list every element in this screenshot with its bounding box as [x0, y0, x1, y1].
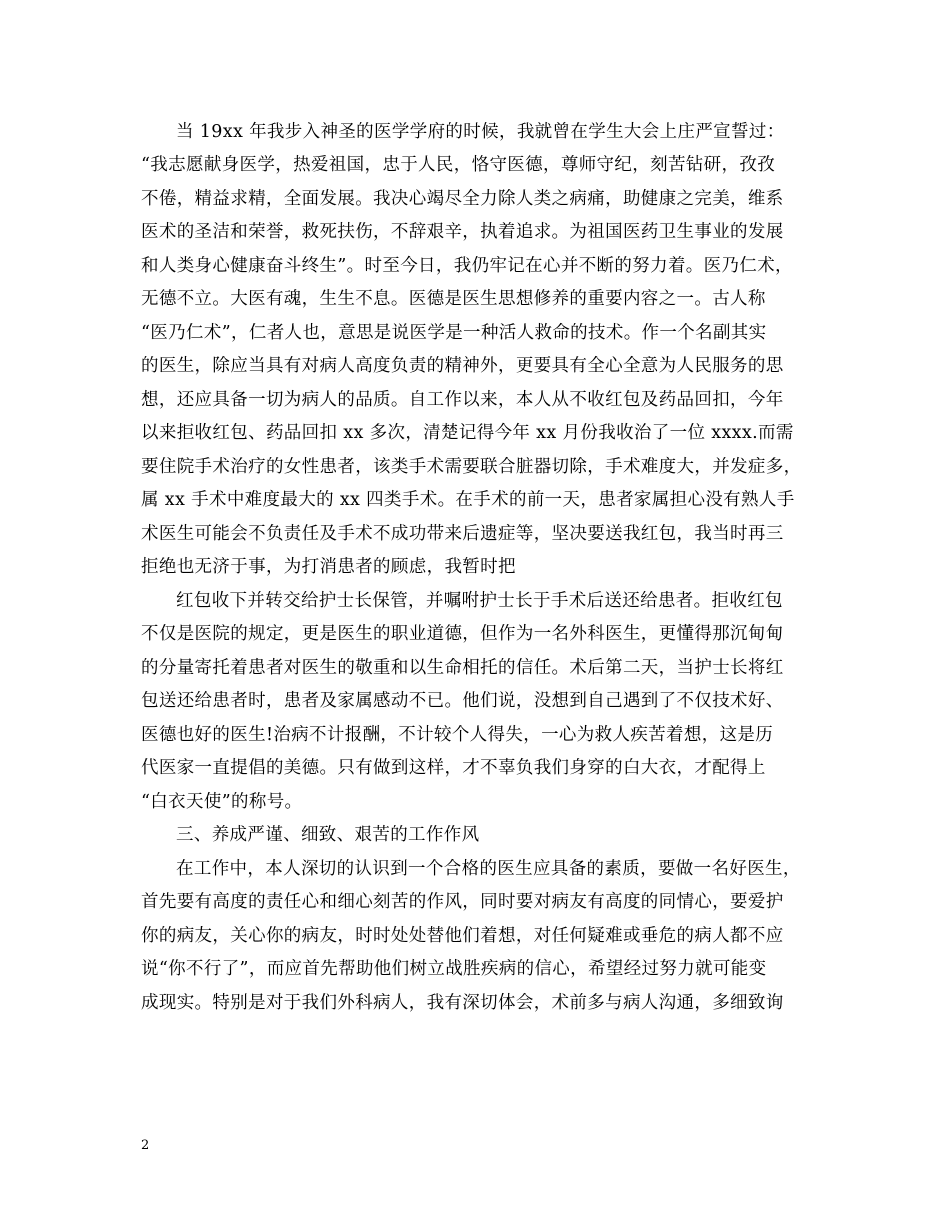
- text-line: 属 xx 手术中难度最大的 xx 四类手术。在手术的前一天，患者家属担心没有熟人手: [141, 490, 795, 510]
- text-line: 你的病友，关心你的病友，时时处处替他们着想，对任何疑难或垂危的病人都不应: [141, 926, 784, 946]
- text-line: 不倦，精益求精，全面发展。我决心竭尽全力除人类之病痛，助健康之完美，维系: [141, 189, 784, 209]
- text-line: 术医生可能会不负责任及手术不成功带来后遗症等，坚决要送我红包，我当时再三: [141, 524, 784, 544]
- text-line: “医乃仁术”，仁者人也，意思是说医学是一种活人救命的技术。作一个名副其实: [141, 323, 767, 343]
- text-line: 无德不立。大医有魂，生生不息。医德是医生思想修养的重要内容之一。古人称: [141, 289, 766, 309]
- text-line: 和人类身心健康奋斗终生”。时至今日，我仍牢记在心并不断的努力着。医乃仁术，: [141, 256, 793, 276]
- text-line: 以来拒收红包、药品回扣 xx 多次，清楚记得今年 xx 月份我收治了一位 xxxx.而需: [141, 423, 794, 443]
- text-line: 包送还给患者时，患者及家属感动不已。他们说，没想到自己遇到了不仅技术好、: [141, 691, 784, 711]
- text-line: 不仅是医院的规定，更是医生的职业道德，但作为一名外科医生，更懂得那沉甸甸: [141, 624, 784, 644]
- text-line: 代医家一直提倡的美德。只有做到这样，才不辜负我们身穿的白大衣，才配得上: [141, 758, 766, 778]
- text-line: 成现实。特别是对于我们外科病人，我有深切体会，术前多与病人沟通，多细致询: [141, 993, 784, 1013]
- text-line: 要住院手术治疗的女性患者，该类手术需要联合脏器切除，手术难度大，并发症多，: [141, 457, 802, 477]
- text-line: “白衣天使”的称号。: [141, 792, 303, 812]
- text-line: “我志愿献身医学，热爱祖国，忠于人民，恪守医德，尊师守纪，刻苦钻研，孜孜: [141, 155, 776, 175]
- text-line: 想，还应具备一切为病人的品质。自工作以来，本人从不收红包及药品回扣，今年: [141, 390, 784, 410]
- section-heading: 三、养成严谨、细致、艰苦的工作作风: [176, 825, 480, 845]
- text-line: 说“你不行了”，而应首先帮助他们树立战胜疾病的信心，希望经过努力就可能变: [141, 959, 767, 979]
- text-line: 拒绝也无济于事，为打消患者的顾虑，我暂时把: [141, 557, 516, 577]
- text-line: 的分量寄托着患者对医生的敬重和以生命相托的信任。术后第二天，当护士长将红: [141, 658, 784, 678]
- text-line: 首先要有高度的责任心和细心刻苦的作风，同时要对病友有高度的同情心，要爱护: [141, 892, 784, 912]
- page-number: 2: [141, 1138, 150, 1153]
- text-line: 在工作中，本人深切的认识到一个合格的医生应具备的素质，要做一名好医生，: [176, 859, 801, 879]
- text-line: 当 19xx 年我步入神圣的医学学府的时候，我就曾在学生大会上庄严宣誓过：: [176, 122, 785, 142]
- text-line: 的医生，除应当具有对病人高度负责的精神外，更要具有全心全意为人民服务的思: [141, 356, 784, 376]
- text-line: 红包收下并转交给护士长保管，并嘱咐护士长于手术后送还给患者。拒收红包: [176, 591, 783, 611]
- text-line: 医术的圣洁和荣誉，救死扶伤，不辞艰辛，执着追求。为祖国医药卫生事业的发展: [141, 222, 784, 242]
- text-line: 医德也好的医生!治病不计报酬，不计较个人得失，一心为救人疾苦着想，这是历: [141, 725, 774, 745]
